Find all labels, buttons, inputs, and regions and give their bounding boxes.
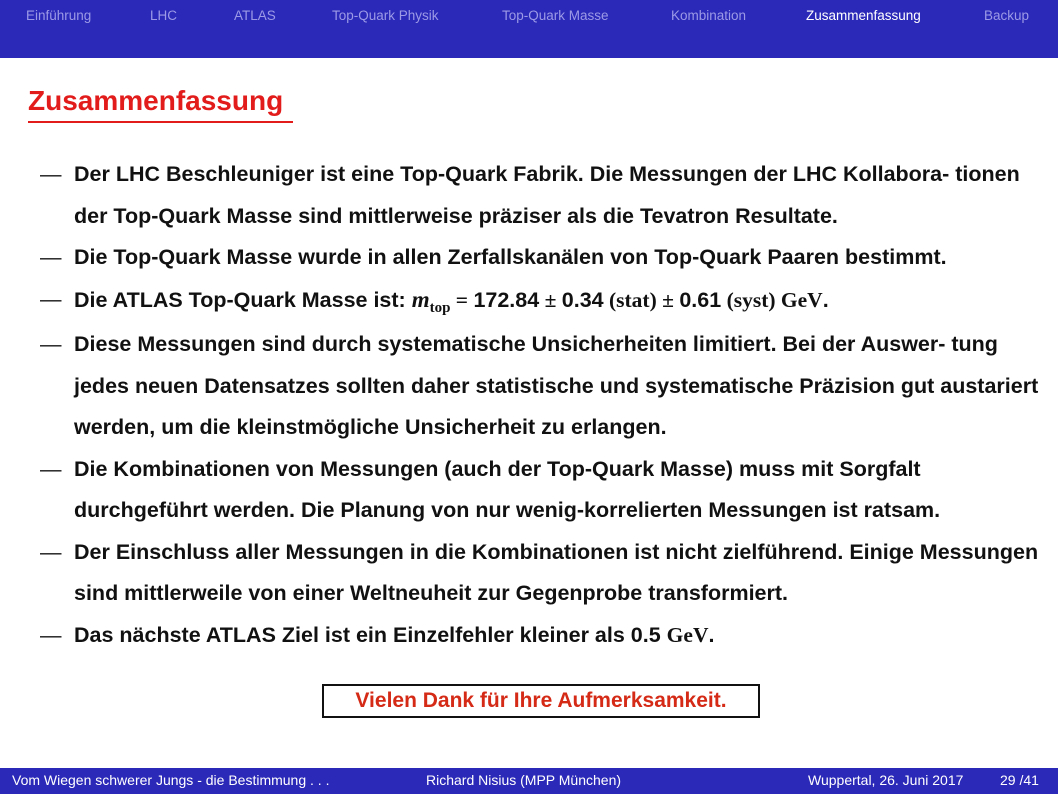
math-subscript-top: top [429, 299, 451, 316]
footer-bar [0, 768, 1058, 794]
sentence-end: . [708, 622, 715, 647]
bullet-text: Der Einschluss aller Messungen in die Kombinationen ist nicht zielführend. Einige Messungen sind mittlerweile von einer Weltneuheit zur Gegenprobe transformiert. [74, 539, 1039, 605]
math-plusminus: ± [539, 287, 562, 312]
bullet-text: Das nächste ATLAS Ziel ist ein Einzelfehler kleiner als 0.5 [74, 622, 667, 647]
nav-item-einfuehrung[interactable]: Einführung [26, 8, 92, 23]
nav-item-lhc[interactable]: LHC [150, 8, 178, 23]
mass-value: 172.84 [473, 287, 540, 312]
stat-uncertainty: 0.34 [561, 287, 604, 312]
bullet-next-goal [40, 615, 1040, 657]
nav-item-kombination[interactable]: Kombination [671, 8, 747, 23]
bullet-dash: — [40, 286, 62, 311]
bullet-dash: — [40, 456, 62, 481]
unit-gev: GeV [666, 622, 709, 647]
bullet-dash: — [40, 245, 62, 269]
top-navigation-bar [0, 0, 1058, 58]
nav-item-zusammenfassung[interactable]: Zusammenfassung [806, 8, 921, 23]
math-equals: = [450, 287, 474, 312]
nav-item-atlas[interactable]: ATLAS [234, 8, 276, 23]
bullet-dash: — [40, 539, 62, 564]
syst-label: (syst) [721, 287, 781, 312]
bullet-dash: — [40, 622, 62, 647]
nav-item-top-quark-physik[interactable]: Top-Quark Physik [332, 8, 439, 23]
bullet-inclusion [40, 532, 1040, 615]
bullet-dash: — [40, 332, 62, 356]
bullet-systematics [40, 324, 1040, 449]
bullet-text: Die ATLAS Top-Quark Masse ist: [74, 287, 412, 312]
math-symbol-m: m [411, 286, 430, 312]
bullet-decay-channels [40, 237, 1040, 279]
slide-title: Zusammenfassung [28, 85, 284, 116]
bullet-combinations [40, 449, 1040, 532]
nav-item-top-quark-masse[interactable]: Top-Quark Masse [502, 8, 609, 23]
bullet-text: Diese Messungen sind durch systematische Unsicherheiten limitiert. Bei der Auswer- tung jedes neuen Datensatzes sollten daher statistische und systematische Präzision gut austariert werden, um die kleinstmögliche Unsicherheit zu erlangen. [74, 332, 1039, 439]
nav-item-backup[interactable]: Backup [984, 8, 1030, 23]
footer-author: Richard Nisius (MPP München) [426, 772, 622, 788]
footer-venue-date: Wuppertal, 26. Juni 2017 [808, 772, 964, 788]
stat-label: (stat) [603, 287, 663, 312]
unit-gev: GeV [780, 287, 823, 312]
bullet-dash: — [40, 162, 62, 186]
summary-list [40, 154, 1040, 656]
math-plusminus: ± [662, 287, 680, 312]
bullet-text: Die Kombinationen von Messungen (auch der Top-Quark Masse) muss mit Sorgfalt durchgeführt werden. Die Planung von nur wenig-korrelierten Messungen ist ratsam. [74, 456, 941, 522]
footer-talk-title: Vom Wiegen schwerer Jungs - die Bestimmung . . . [12, 772, 330, 788]
bullet-lhc-factory [40, 154, 1040, 237]
bullet-text: Der LHC Beschleuniger ist eine Top-Quark Fabrik. Die Messungen der LHC Kollabora- tionen der Top-Quark Masse sind mittlerweise präziser als die Tevatron Resultate. [74, 162, 1020, 228]
thanks-box: Vielen Dank für Ihre Aufmerksamkeit. [322, 684, 760, 718]
title-underline [28, 121, 293, 123]
syst-uncertainty: 0.61 [679, 287, 722, 312]
sentence-end: . [822, 287, 829, 312]
bullet-text: Die Top-Quark Masse wurde in allen Zerfallskanälen von Top-Quark Paaren bestimmt. [74, 245, 947, 269]
bullet-atlas-mass [40, 279, 1040, 325]
footer-page-number: 29 /41 [1000, 772, 1039, 788]
